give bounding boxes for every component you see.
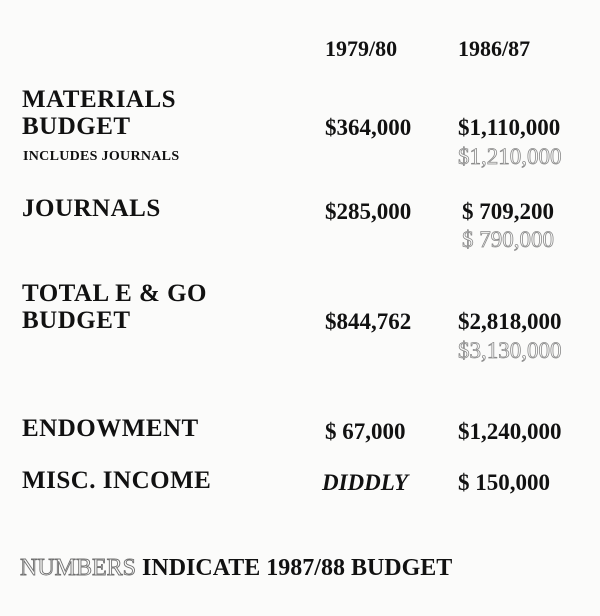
label-line-1: MATERIALS: [22, 86, 177, 113]
value-journals-1979: $285,000: [325, 199, 412, 224]
value-journals-1986: $ 709,200: [462, 199, 554, 224]
row-label-materials-budget: [22, 86, 176, 140]
row-label-misc-income: MISC. INCOME: [22, 467, 212, 494]
column-header-1986-87: 1986/87: [458, 36, 531, 61]
value-total-1986: $2,818,000: [458, 309, 562, 334]
value-misc-1979: DIDDLY: [322, 470, 409, 495]
value-journals-1987-outlined: $ 790,000: [462, 227, 554, 252]
label-line-2: BUDGET: [22, 307, 131, 334]
column-header-1979-80: 1979/80: [325, 36, 398, 61]
label-line-1: TOTAL E & GO: [22, 280, 207, 307]
value-endowment-1986: $1,240,000: [458, 419, 562, 444]
row-label-journals: JOURNALS: [22, 195, 161, 222]
value-total-1987-outlined: $3,130,000: [458, 338, 562, 363]
value-misc-1986: $ 150,000: [458, 470, 550, 495]
value-total-1979: $844,762: [325, 309, 412, 334]
footnote-text: INDICATE 1987/88 BUDGET: [136, 555, 453, 581]
value-materials-1979: $364,000: [325, 115, 412, 140]
footnote-outlined-word: NUMBERS: [20, 555, 137, 581]
value-endowment-1979: $ 67,000: [325, 419, 406, 444]
footnote: [20, 555, 452, 582]
value-materials-1987-outlined: $1,210,000: [458, 144, 562, 169]
row-label-total-e-go-budget: [22, 280, 207, 334]
row-label-endowment: ENDOWMENT: [22, 415, 199, 442]
value-materials-1986: $1,110,000: [458, 115, 561, 140]
label-line-2: BUDGET: [22, 113, 131, 140]
note-includes-journals: INCLUDES JOURNALS: [23, 149, 180, 164]
